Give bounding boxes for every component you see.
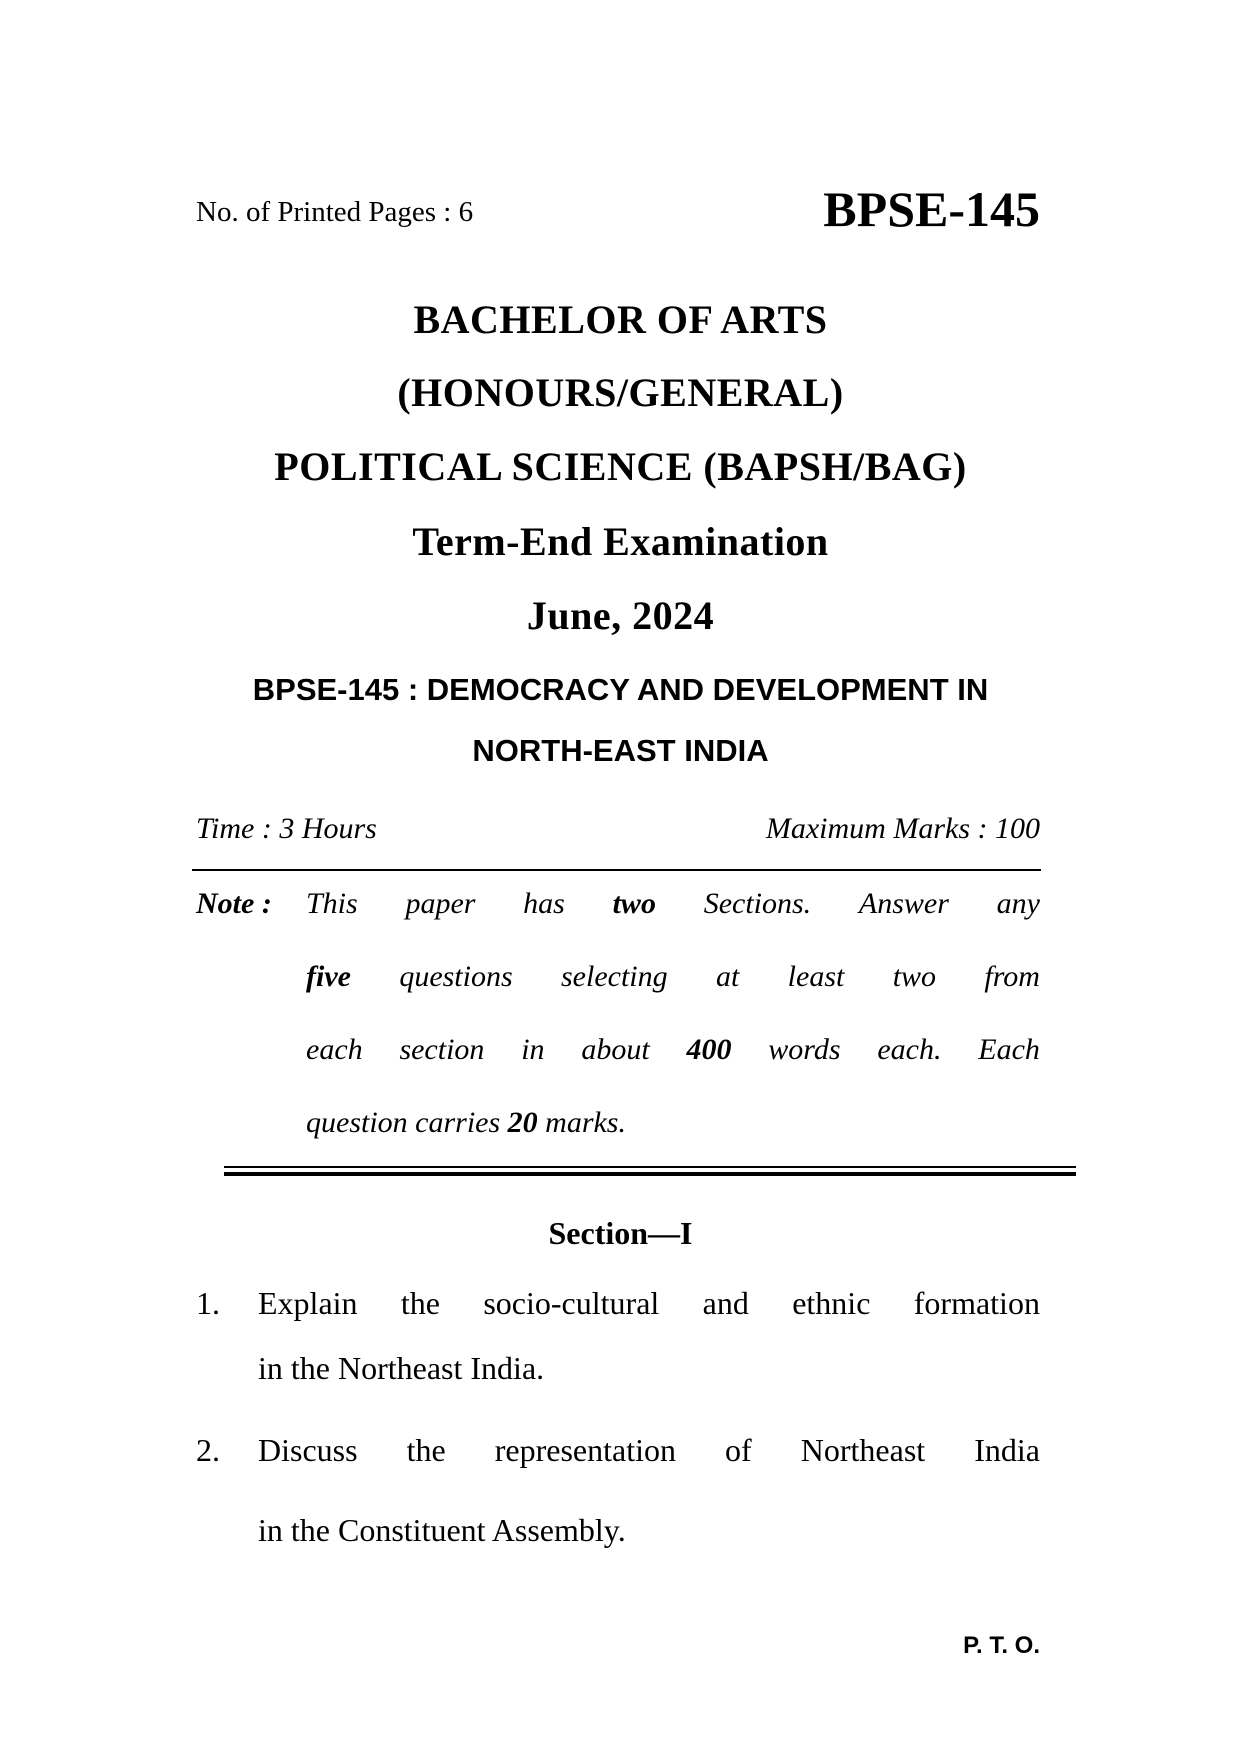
note-word: has [523, 887, 565, 920]
exam-duration: Time : 3 Hours [196, 812, 377, 845]
note-word: questions [399, 960, 513, 993]
note-word: Each [978, 1033, 1040, 1066]
question-2-line-1 [258, 1432, 1040, 1469]
note-word-emphasis: 400 [686, 1033, 732, 1066]
note-label: Note : [196, 887, 272, 920]
question-1-line-1 [258, 1285, 1040, 1322]
question-number: 1. [196, 1285, 220, 1321]
note-word: each [306, 1033, 363, 1066]
paper-title-line-2: NORTH-EAST INDIA [472, 733, 769, 768]
note-word: words [768, 1033, 841, 1066]
question-word: the [400, 1285, 440, 1321]
question-word: Discuss [258, 1432, 358, 1468]
exam-title: Term-End Examination [412, 519, 829, 564]
question-word: ethnic [792, 1285, 871, 1321]
maximum-marks: Maximum Marks : 100 [765, 812, 1040, 845]
paper-title-line-1: BPSE-145 : DEMOCRACY AND DEVELOPMENT IN [252, 672, 989, 707]
question-word: Explain [258, 1285, 358, 1321]
course-code: BPSE-145 [823, 181, 1040, 237]
question-word: formation [913, 1285, 1040, 1321]
degree-title: BACHELOR OF ARTS [413, 297, 828, 342]
question-word: representation [494, 1432, 676, 1468]
section-divider-thin [224, 1166, 1076, 1168]
note-word: about [581, 1033, 650, 1066]
note-word: any [996, 887, 1040, 920]
note-line-3 [306, 1033, 1040, 1067]
note-word: paper [405, 887, 476, 920]
note-text: question carries [306, 1106, 508, 1139]
note-line-2 [306, 960, 1040, 994]
subject-title: POLITICAL SCIENCE (BAPSH/BAG) [274, 444, 967, 489]
note-word: two [892, 960, 937, 993]
question-2-line-2: in the Constituent Assembly. [258, 1512, 626, 1548]
question-word: of [725, 1432, 752, 1468]
note-word: least [787, 960, 845, 993]
question-1-line-2: in the Northeast India. [258, 1350, 545, 1386]
note-line-1 [306, 887, 1040, 921]
note-word: selecting [561, 960, 668, 993]
note-word-emphasis: five [306, 960, 351, 993]
question-word: India [974, 1432, 1040, 1468]
note-word: at [715, 960, 740, 993]
note-word: in [521, 1033, 545, 1066]
question-word: Northeast [800, 1432, 926, 1468]
note-word: Answer [858, 887, 949, 920]
section-divider-thick [224, 1172, 1076, 1176]
question-word: socio-cultural [483, 1285, 660, 1321]
degree-type: (HONOURS/GENERAL) [397, 370, 844, 415]
note-word-emphasis: 20 [507, 1106, 538, 1139]
section-heading: Section—I [548, 1215, 693, 1251]
note-word: This [306, 887, 358, 920]
question-word: and [702, 1285, 749, 1321]
printed-pages-count: No. of Printed Pages : 6 [196, 196, 474, 228]
question-word: the [406, 1432, 446, 1468]
header-divider [192, 869, 1041, 871]
exam-session: June, 2024 [526, 593, 715, 638]
note-text: marks. [537, 1106, 626, 1139]
note-line-4 [306, 1106, 626, 1140]
note-word: each. [877, 1033, 942, 1066]
note-word: section [399, 1033, 485, 1066]
note-word: from [984, 960, 1040, 993]
note-word: Sections. [703, 887, 812, 920]
note-word-emphasis: two [612, 887, 656, 920]
question-number: 2. [196, 1432, 220, 1468]
please-turn-over: P. T. O. [963, 1632, 1040, 1659]
